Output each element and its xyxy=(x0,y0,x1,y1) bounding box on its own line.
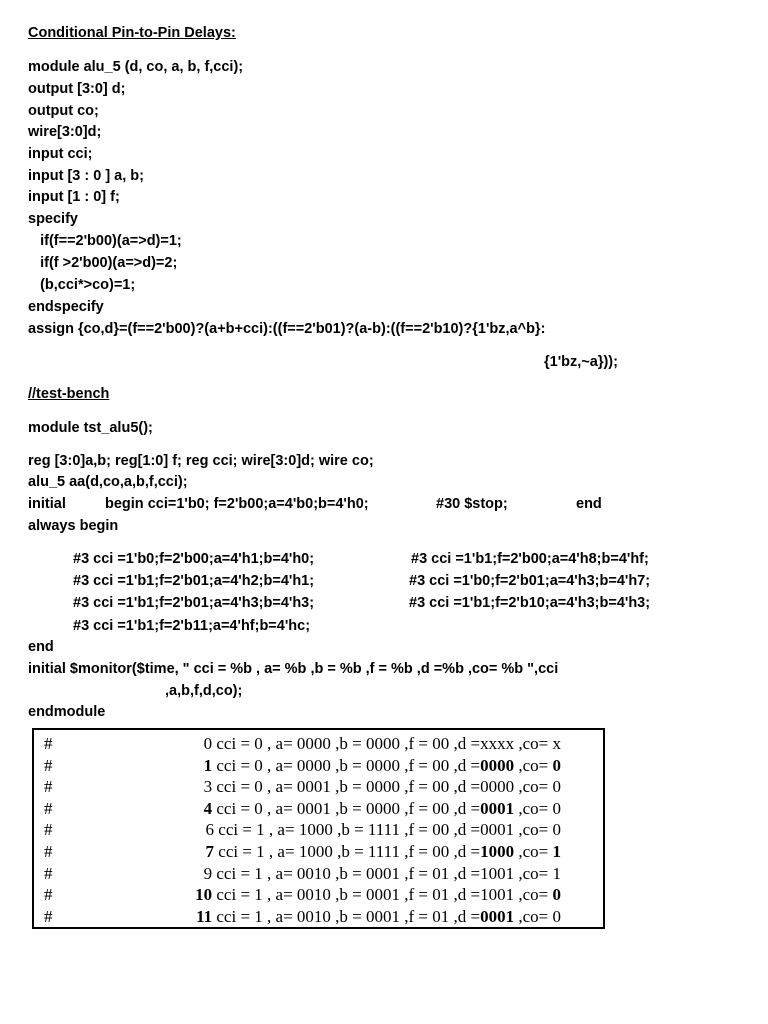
output-d: 0001 xyxy=(480,906,515,926)
output-co: 0 xyxy=(552,820,561,840)
output-time: 6 xyxy=(205,820,215,840)
initial-stop: #30 $stop; xyxy=(436,496,508,512)
section-heading: Conditional Pin-to-Pin Delays: xyxy=(28,25,236,41)
output-d: 1001 xyxy=(480,863,515,883)
initial-body: begin cci=1'b0; f=2'b00;a=4'b0;b=4'h0; xyxy=(105,496,369,512)
output-co: 0 xyxy=(552,885,561,905)
code-line: module tst_alu5(); xyxy=(28,420,153,436)
output-d: 0001 xyxy=(480,820,515,840)
stimulus-line: #3 cci =1'b1;f=2'b01;a=4'h3;b=4'h3; xyxy=(73,595,315,611)
output-mid: cci = 1 , a= 0010 ,b = 0001 ,f = 01 ,d = xyxy=(212,906,481,926)
stimulus-line: #3 cci =1'b1;f=2'b11;a=4'hf;b=4'hc; xyxy=(73,618,311,634)
output-text xyxy=(204,733,561,755)
output-row xyxy=(34,841,603,863)
output-time: 1 xyxy=(203,755,213,775)
code-line: module alu_5 (d, co, a, b, f,cci); xyxy=(28,59,244,75)
output-text xyxy=(196,906,561,928)
output-mid: cci = 0 , a= 0001 ,b = 0000 ,f = 00 ,d = xyxy=(212,798,481,818)
output-mid: cci = 1 , a= 0010 ,b = 0001 ,f = 01 ,d = xyxy=(212,863,481,883)
output-co-pre: ,co= xyxy=(514,906,553,926)
output-co-pre: ,co= xyxy=(514,798,553,818)
output-time: 9 xyxy=(203,863,213,883)
code-line: if(f==2'b00)(a=>d)=1; xyxy=(28,233,182,249)
output-d: 0001 xyxy=(480,798,515,818)
output-co: 1 xyxy=(552,842,561,861)
output-text xyxy=(204,863,561,885)
stimulus-line: #3 cci =1'b0;f=2'b00;a=4'h1;b=4'h0; xyxy=(73,551,315,567)
output-text xyxy=(204,798,561,820)
output-row xyxy=(34,819,603,841)
output-co-pre: ,co= xyxy=(514,734,553,753)
code-line: input [3 : 0 ] a, b; xyxy=(28,168,144,184)
output-row xyxy=(34,906,603,928)
code-line: alu_5 aa(d,co,a,b,f,cci); xyxy=(28,474,188,490)
output-co-pre: ,co= xyxy=(514,777,553,797)
simulation-output-box xyxy=(32,728,605,929)
output-mid: cci = 0 , a= 0001 ,b = 0000 ,f = 00 ,d = xyxy=(212,777,481,797)
output-mid: cci = 1 , a= 0010 ,b = 0001 ,f = 01 ,d = xyxy=(212,885,481,905)
output-co: 0 xyxy=(552,777,561,797)
output-d: 1000 xyxy=(480,842,515,861)
output-d: 0000 xyxy=(480,777,515,797)
output-co: 0 xyxy=(552,755,561,775)
output-text xyxy=(206,819,561,841)
output-hash: # xyxy=(44,777,53,797)
output-time: 10 xyxy=(195,885,213,905)
output-d: 1001 xyxy=(480,885,515,905)
code-line: always begin xyxy=(28,518,119,534)
code-line: output [3:0] d; xyxy=(28,81,126,97)
output-co-pre: ,co= xyxy=(514,820,553,840)
code-line: reg [3:0]a,b; reg[1:0] f; reg cci; wire[3:0]d; wire co; xyxy=(28,453,374,469)
output-hash: # xyxy=(44,734,53,753)
code-line-continuation: ,a,b,f,d,co); xyxy=(165,683,243,699)
output-text xyxy=(204,755,561,777)
output-time: 0 xyxy=(203,734,213,753)
initial-keyword: initial xyxy=(28,496,66,512)
output-d: xxxx xyxy=(480,734,515,753)
output-hash: # xyxy=(44,755,53,775)
stimulus-line: #3 cci =1'b1;f=2'b10;a=4'h3;b=4'h3; xyxy=(409,595,651,611)
output-d: 0000 xyxy=(480,755,515,775)
code-line: endspecify xyxy=(28,299,104,315)
output-text xyxy=(195,884,561,906)
output-time: 4 xyxy=(203,798,213,818)
output-hash: # xyxy=(44,820,53,840)
output-row xyxy=(34,863,603,885)
output-row xyxy=(34,884,603,906)
output-hash: # xyxy=(44,842,53,861)
output-co: 0 xyxy=(552,798,561,818)
output-mid: cci = 0 , a= 0000 ,b = 0000 ,f = 00 ,d = xyxy=(212,755,481,775)
output-co: 1 xyxy=(552,863,561,883)
code-line: endmodule xyxy=(28,704,106,720)
output-co: x xyxy=(552,734,561,753)
output-hash: # xyxy=(44,863,53,883)
code-line: input [1 : 0] f; xyxy=(28,189,120,205)
stimulus-line: #3 cci =1'b1;f=2'b01;a=4'h2;b=4'h1; xyxy=(73,573,315,589)
output-co-pre: ,co= xyxy=(514,842,553,861)
output-time: 3 xyxy=(203,777,213,797)
code-line: input cci; xyxy=(28,146,93,162)
output-mid: cci = 0 , a= 0000 ,b = 0000 ,f = 00 ,d = xyxy=(212,734,481,753)
code-line: if(f >2'b00)(a=>d)=2; xyxy=(28,255,178,271)
output-time: 11 xyxy=(196,906,213,926)
initial-end: end xyxy=(576,496,602,512)
output-co-pre: ,co= xyxy=(514,755,553,775)
output-row xyxy=(34,755,603,777)
output-hash: # xyxy=(44,906,53,926)
code-line: initial $monitor($time, " cci = %b , a= %b ,b = %b ,f = %b ,d =%b ,co= %b ",cci xyxy=(28,661,559,677)
output-mid: cci = 1 , a= 1000 ,b = 1111 ,f = 00 ,d = xyxy=(214,842,481,861)
output-hash: # xyxy=(44,798,53,818)
code-line: assign {co,d}=(f==2'b00)?(a+b+cci):((f==2'b01)?(a-b):((f==2'b10)?{1'bz,a^b}: xyxy=(28,321,546,337)
code-line: specify xyxy=(28,211,78,227)
code-line: output co; xyxy=(28,103,99,119)
output-row xyxy=(34,776,603,798)
code-line: wire[3:0]d; xyxy=(28,124,102,140)
output-row xyxy=(34,733,603,755)
output-time: 7 xyxy=(205,842,215,861)
stimulus-line: #3 cci =1'b1;f=2'b00;a=4'h8;b=4'hf; xyxy=(411,551,649,567)
output-co: 0 xyxy=(552,906,561,926)
output-text xyxy=(206,841,561,863)
output-co-pre: ,co= xyxy=(514,885,553,905)
code-line-continuation: {1'bz,~a})); xyxy=(544,354,618,370)
code-line: (b,cci*>co)=1; xyxy=(28,277,136,293)
output-hash: # xyxy=(44,885,53,905)
code-line: end xyxy=(28,639,54,655)
output-text xyxy=(204,776,561,798)
output-co-pre: ,co= xyxy=(514,863,553,883)
stimulus-line: #3 cci =1'b0;f=2'b01;a=4'h3;b=4'h7; xyxy=(409,573,651,589)
output-mid: cci = 1 , a= 1000 ,b = 1111 ,f = 00 ,d = xyxy=(214,820,481,840)
testbench-heading: //test-bench xyxy=(28,386,110,402)
output-row xyxy=(34,798,603,820)
